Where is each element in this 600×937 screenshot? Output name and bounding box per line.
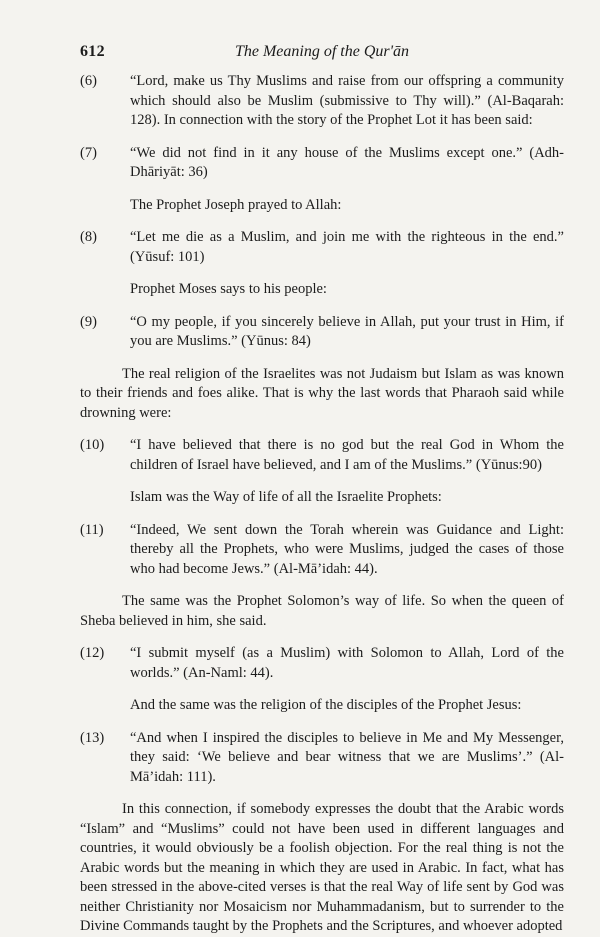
running-title: The Meaning of the Qur'ān xyxy=(234,43,410,60)
verse-number: (6) xyxy=(80,73,97,89)
verse-text: “Lord, make us Thy Muslims and raise from our offspring a community which should also be Muslim (submissive to Thy will).” (Al-Baqarah: 128). In connection with the story of the Prophet Lot it has been said: xyxy=(130,73,564,128)
verse-text: “O my people, if you sincerely believe in Allah, put your trust in Him, if you are Muslims.” (Yūnus: 84) xyxy=(130,313,564,349)
body-paragraph: The real religion of the Israelites was not Judaism but Islam as was known to their friends and foes alike. That is why the last words that Pharaoh said while drowning were: xyxy=(80,365,564,421)
page-body xyxy=(80,72,564,937)
verse-item xyxy=(80,729,564,788)
verse-item xyxy=(80,521,564,580)
verse-item xyxy=(80,644,564,683)
verse-number: (7) xyxy=(80,144,97,161)
verse-number: (12) xyxy=(80,645,105,661)
page-number: 612 xyxy=(80,43,105,60)
verse-item xyxy=(80,313,564,352)
intro-line: Islam was the Way of life of all the Israelite Prophets: xyxy=(130,489,442,505)
verse-text: “I have believed that there is no god but the real God in Whom the children of Israel have believed, and I am of the Muslims.” (Yūnus:90) xyxy=(130,437,564,473)
verse-number: (10) xyxy=(80,437,105,453)
verse-item xyxy=(80,228,564,267)
verse-text: “Indeed, We sent down the Torah wherein was Guidance and Light: thereby all the Prophets, who were Muslims, judged the cases of those who had become Jews.” (Al-Mā’idah: 44). xyxy=(130,521,564,577)
verse-number: (13) xyxy=(80,729,105,746)
body-paragraph: In this connection, if somebody expresses the doubt that the Arabic words “Islam” and “Muslims” could not have been used in different languages and countries, it would obviously be a foolish objection. For the real thing is not the Arabic words but the meaning in which they are used in Arabic. In fact, what has been stressed in the above-cited verses is that the real Way of life sent by God was neither Christianity nor Mosaicism nor Muhammadanism, but to surrender to the Divine Commands taught by the Prophets and the Scriptures, and whoever adopted xyxy=(80,801,564,934)
verse-item xyxy=(80,144,564,183)
intro-line: Prophet Moses says to his people: xyxy=(130,281,327,297)
verse-text: “Let me die as a Muslim, and join me with the righteous in the end.” (Yūsuf: 101) xyxy=(130,229,564,265)
intro-line: And the same was the religion of the disciples of the Prophet Jesus: xyxy=(130,697,522,713)
verse-number: (8) xyxy=(80,229,97,245)
intro-line: The Prophet Joseph prayed to Allah: xyxy=(130,196,342,213)
verse-text: “And when I inspired the disciples to believe in Me and My Messenger, they said: ‘We believe and bear witness that we are Muslims’.” (Al-Mā’idah: 111). xyxy=(130,729,564,785)
verse-text: “I submit myself (as a Muslim) with Solomon to Allah, Lord of the worlds.” (An-Naml: 44). xyxy=(130,645,564,681)
page-header xyxy=(80,43,564,63)
body-paragraph: The same was the Prophet Solomon’s way of life. So when the queen of Sheba believed in him, she said. xyxy=(80,593,564,629)
verse-item xyxy=(80,72,564,131)
verse-item xyxy=(80,436,564,475)
verse-number: (11) xyxy=(80,521,104,538)
verse-text: “We did not find in it any house of the Muslims except one.” (Adh-Dhāriyāt: 36) xyxy=(130,144,564,180)
verse-number: (9) xyxy=(80,313,97,330)
